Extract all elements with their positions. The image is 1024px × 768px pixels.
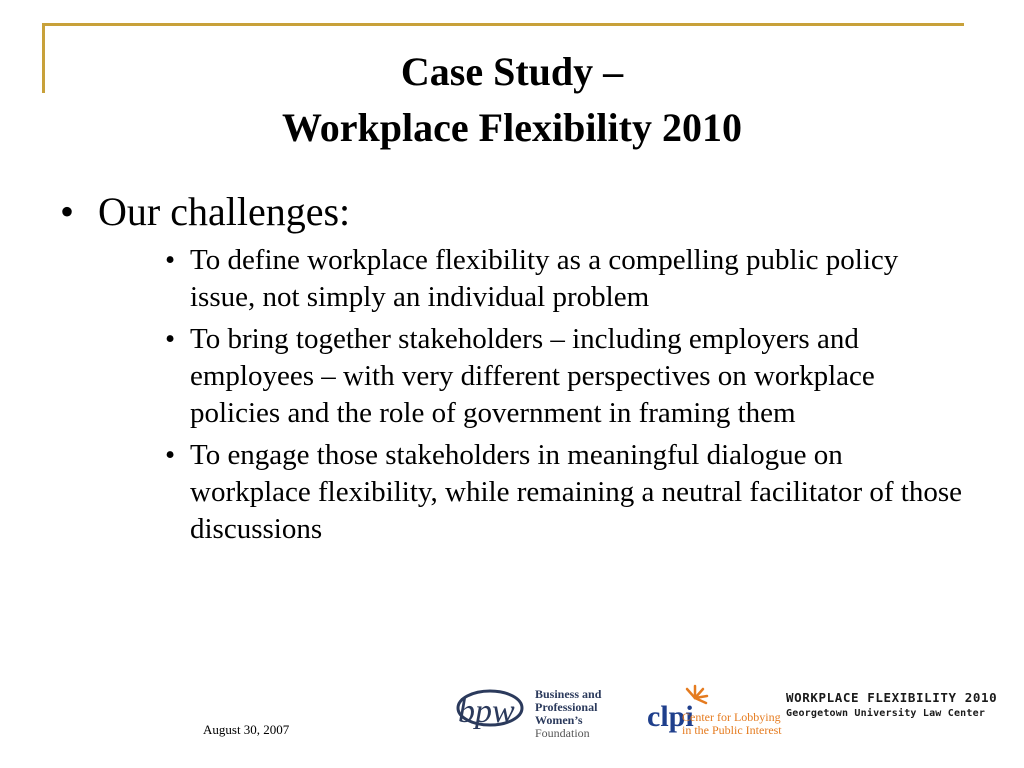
bpw-logo-text: [535, 688, 601, 740]
clpi-line-2: in the Public Interest: [682, 723, 782, 737]
sub-bullet-list: [165, 242, 965, 553]
frame-top-rule: [42, 23, 964, 26]
sub-bullet-text: To define workplace flexibility as a compelling public policy issue, not simply an individual problem: [190, 244, 899, 313]
sub-bullet-item: [165, 321, 965, 432]
bullet-icon: •: [165, 323, 176, 355]
clpi-logo-text: [682, 711, 782, 737]
main-bullet-text: Our challenges:: [98, 189, 351, 234]
main-bullet: [60, 188, 350, 236]
sub-bullet-text: To engage those stakeholders in meaningful dialogue on workplace flexibility, while remaining a neutral facilitator of those discussions: [190, 439, 962, 545]
bpw-line-4: Foundation: [535, 726, 590, 740]
bpw-logo-icon: [450, 684, 526, 734]
bullet-icon: •: [165, 244, 176, 276]
footer-date: August 30, 2007: [203, 722, 290, 737]
bpw-logo-mark: bpw: [458, 693, 515, 730]
sub-bullet-item: [165, 437, 965, 548]
sub-bullet-text: To bring together stakeholders – including employers and employees – with very different perspectives on workplace policies and the role of government in framing them: [190, 323, 875, 429]
clpi-logo-mark: clpi: [647, 700, 694, 733]
bpw-line-1: Business and: [535, 687, 602, 701]
wf2010-line-2: Georgetown University Law Center: [786, 708, 986, 719]
sub-bullet-item: [165, 242, 965, 316]
bullet-icon: •: [165, 439, 176, 471]
bpw-line-2: Professional: [535, 700, 598, 714]
slide-title: [0, 44, 1024, 156]
clpi-line-1: Center for Lobbying: [682, 710, 781, 724]
title-line-1: Case Study –: [400, 49, 624, 94]
bullet-icon: •: [60, 189, 75, 234]
title-line-2: Workplace Flexibility 2010: [282, 105, 742, 150]
wf2010-logo: [786, 690, 997, 719]
bpw-line-3: Women’s: [535, 713, 583, 727]
wf2010-line-1: WORKPLACE FLEXIBILITY 2010: [786, 690, 998, 705]
